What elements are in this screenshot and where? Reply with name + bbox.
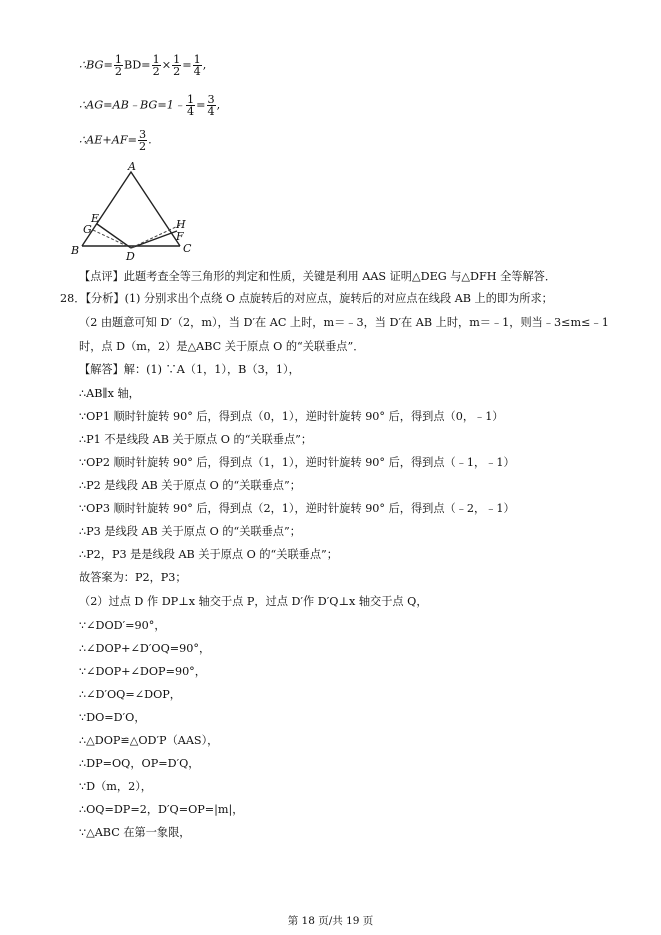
solution-line: ∴OQ=DP=2，D′Q=OP=|m|， [79, 803, 244, 816]
eq-text: . [148, 133, 152, 147]
eq-text: BD= [123, 58, 151, 72]
eq-text: ∴AG=AB﹣BG=1﹣ [79, 98, 186, 112]
fraction: $\frac{3}{4}$ [207, 93, 215, 118]
solution-line: ∴DP=OQ，OP=D′Q， [79, 757, 200, 770]
solution-line: ∴P2，P3 是是线段 AB 关于原点 O 的“关联垂点”； [79, 548, 338, 561]
solution-line: ∴P3 是线段 AB 关于原点 O 的“关联垂点”； [79, 525, 301, 538]
solution-line: ∵DO=D′O， [79, 711, 146, 724]
solution-line: ∵△ABC 在第一象限， [79, 826, 191, 839]
solution-line: ∵∠DOD′=90°， [79, 619, 166, 632]
eq-ag [79, 94, 220, 117]
label-c: C [183, 242, 192, 255]
triangle-figure [68, 162, 198, 264]
solution-line: ∵OP3 顺时针旋转 90° 后，得到点（2，1），逆时针旋转 90° 后，得到点（﹣2，﹣1） [79, 502, 515, 515]
solution-line: ∴△DOP≌△OD′P（AAS）， [79, 734, 219, 747]
label-a: A [128, 162, 136, 173]
fraction: $\frac{1}{4}$ [193, 53, 201, 78]
solution-line: ∴AB∥x 轴， [79, 387, 140, 400]
fraction: $\frac{3}{2}$ [138, 128, 147, 153]
label-e: E [91, 212, 100, 225]
fraction: $\frac{1}{2}$ [152, 53, 160, 78]
page-footer: 第 18 页/共 19 页 [287, 915, 374, 927]
solution-line: ∴P1 不是线段 AB 关于原点 O 的“关联垂点”； [79, 433, 313, 446]
segment-de [97, 224, 131, 248]
eq-ae-af [79, 129, 152, 152]
q28-analysis-2: （2 由题意可知 D′（2，m），当 D′在 AC 上时，m＝﹣3，当 D′在 AB 上时，m＝﹣1，则当﹣3≤m≤﹣1 [79, 316, 609, 329]
segment-dh [131, 225, 180, 248]
q28-analysis-1: 28．【分析】(1) 分别求出个点绕 O 点旋转后的对应点，旋转后的对应点在线段 AB 上的即为所求； [60, 292, 553, 305]
solution-line: ∴P2 是线段 AB 关于原点 O 的“关联垂点”； [79, 479, 301, 492]
q28-solution-head: 【解答】解：(1) ∵A（1，1），B（3，1）， [79, 363, 300, 376]
label-d: D [126, 250, 135, 263]
comment: 【点评】此题考查全等三角形的判定和性质，关键是利用 AAS 证明△DEG 与△DFH 全等解答． [79, 270, 557, 283]
solution-line: ∴∠D′OQ=∠DOP， [79, 688, 181, 701]
solution-line: ∵OP2 顺时针旋转 90° 后，得到点（1，1），逆时针旋转 90° 后，得到点（﹣1，﹣1） [79, 456, 515, 469]
q28-analysis-3: 时，点 D（m，2）是△ABC 关于原点 O 的“关联垂点”． [79, 340, 365, 353]
fraction: $\frac{1}{2}$ [114, 53, 122, 78]
eq-text: ∴AE+AF= [79, 133, 137, 147]
eq-bg [79, 54, 206, 77]
label-b: B [71, 244, 80, 257]
solution-line: ∵OP1 顺时针旋转 90° 后，得到点（0，1），逆时针旋转 90° 后，得到点（0，﹣1） [79, 410, 504, 423]
eq-text: ∴BG= [79, 58, 113, 72]
eq-text: = [196, 98, 206, 112]
label-h: H [176, 218, 186, 231]
solution-line: 故答案为：P2，P3； [79, 571, 187, 584]
solution-line: ∵D（m，2）， [79, 780, 152, 793]
solution-line: ∵∠DOP+∠DOP=90°， [79, 665, 206, 678]
label-g: G [83, 223, 92, 236]
fraction: $\frac{1}{2}$ [173, 53, 181, 78]
eq-text: = [182, 58, 192, 72]
solution-line: ∴∠DOP+∠D′OQ=90°， [79, 642, 211, 655]
solution-line: （2）过点 D 作 DP⊥x 轴交于点 P，过点 D′作 D′Q⊥x 轴交于点 Q， [79, 595, 428, 608]
eq-text: , [202, 58, 207, 72]
label-f: F [176, 230, 184, 243]
eq-text: , [216, 98, 221, 112]
fraction: $\frac{1}{4}$ [187, 93, 195, 118]
eq-text: × [161, 58, 172, 72]
